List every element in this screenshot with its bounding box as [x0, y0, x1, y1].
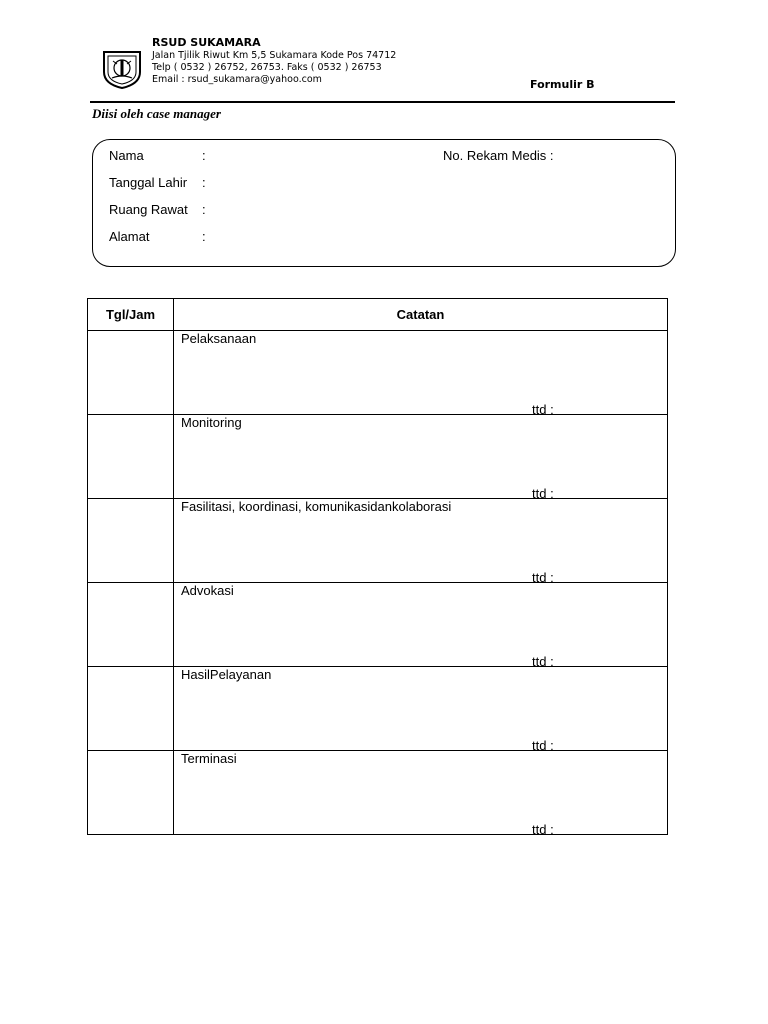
org-address: Jalan Tjilik Riwut Km 5,5 Sukamara Kode Pos 74712	[152, 50, 397, 61]
field-colon: :	[202, 175, 206, 190]
table-row	[88, 583, 668, 667]
date-cell[interactable]	[88, 331, 174, 415]
case-notes-table	[87, 298, 668, 835]
section-title: Pelaksanaan	[181, 331, 257, 346]
notes-cell[interactable]	[174, 667, 668, 751]
section-title: Terminasi	[181, 751, 237, 766]
date-cell[interactable]	[88, 415, 174, 499]
notes-cell[interactable]	[174, 415, 668, 499]
table-row	[88, 331, 668, 415]
table-row	[88, 751, 668, 835]
regency-shield-emblem-icon	[100, 46, 144, 90]
table-row	[88, 667, 668, 751]
signature-label: ttd :	[532, 486, 554, 501]
date-cell[interactable]	[88, 499, 174, 583]
notes-cell[interactable]	[174, 499, 668, 583]
section-title: Advokasi	[181, 583, 234, 598]
column-header-notes: Catatan	[174, 299, 668, 331]
org-phone: Telp ( 0532 ) 26752, 26753. Faks ( 0532 ) 26753	[152, 62, 382, 73]
table-header-row	[88, 299, 668, 331]
signature-label: ttd :	[532, 738, 554, 753]
medical-record-number-label: No. Rekam Medis :	[443, 148, 554, 163]
field-label: Alamat	[109, 229, 150, 244]
section-title: HasilPelayanan	[181, 667, 272, 682]
signature-label: ttd :	[532, 570, 554, 585]
date-cell[interactable]	[88, 667, 174, 751]
notes-cell[interactable]	[174, 751, 668, 835]
section-title: Monitoring	[181, 415, 242, 430]
notes-cell[interactable]	[174, 331, 668, 415]
field-label: Nama	[109, 148, 144, 163]
filled-by-note: Diisi oleh case manager	[92, 106, 221, 121]
header-divider	[90, 101, 675, 103]
column-header-date: Tgl/Jam	[88, 299, 174, 331]
signature-label: ttd :	[532, 654, 554, 669]
org-name: RSUD SUKAMARA	[152, 36, 261, 49]
field-colon: :	[202, 202, 206, 217]
signature-label: ttd :	[532, 822, 554, 837]
notes-cell[interactable]	[174, 583, 668, 667]
section-title: Fasilitasi, koordinasi, komunikasidankolaborasi	[181, 499, 452, 514]
date-cell[interactable]	[88, 583, 174, 667]
field-colon: :	[202, 229, 206, 244]
field-colon: :	[202, 148, 206, 163]
signature-label: ttd :	[532, 402, 554, 417]
field-label: Tanggal Lahir	[109, 175, 188, 190]
table-row	[88, 499, 668, 583]
field-label: Ruang Rawat	[109, 202, 188, 217]
form-code: Formulir B	[530, 78, 595, 91]
table-row	[88, 415, 668, 499]
date-cell[interactable]	[88, 751, 174, 835]
org-email: Email : rsud_sukamara@yahoo.com	[152, 74, 322, 85]
